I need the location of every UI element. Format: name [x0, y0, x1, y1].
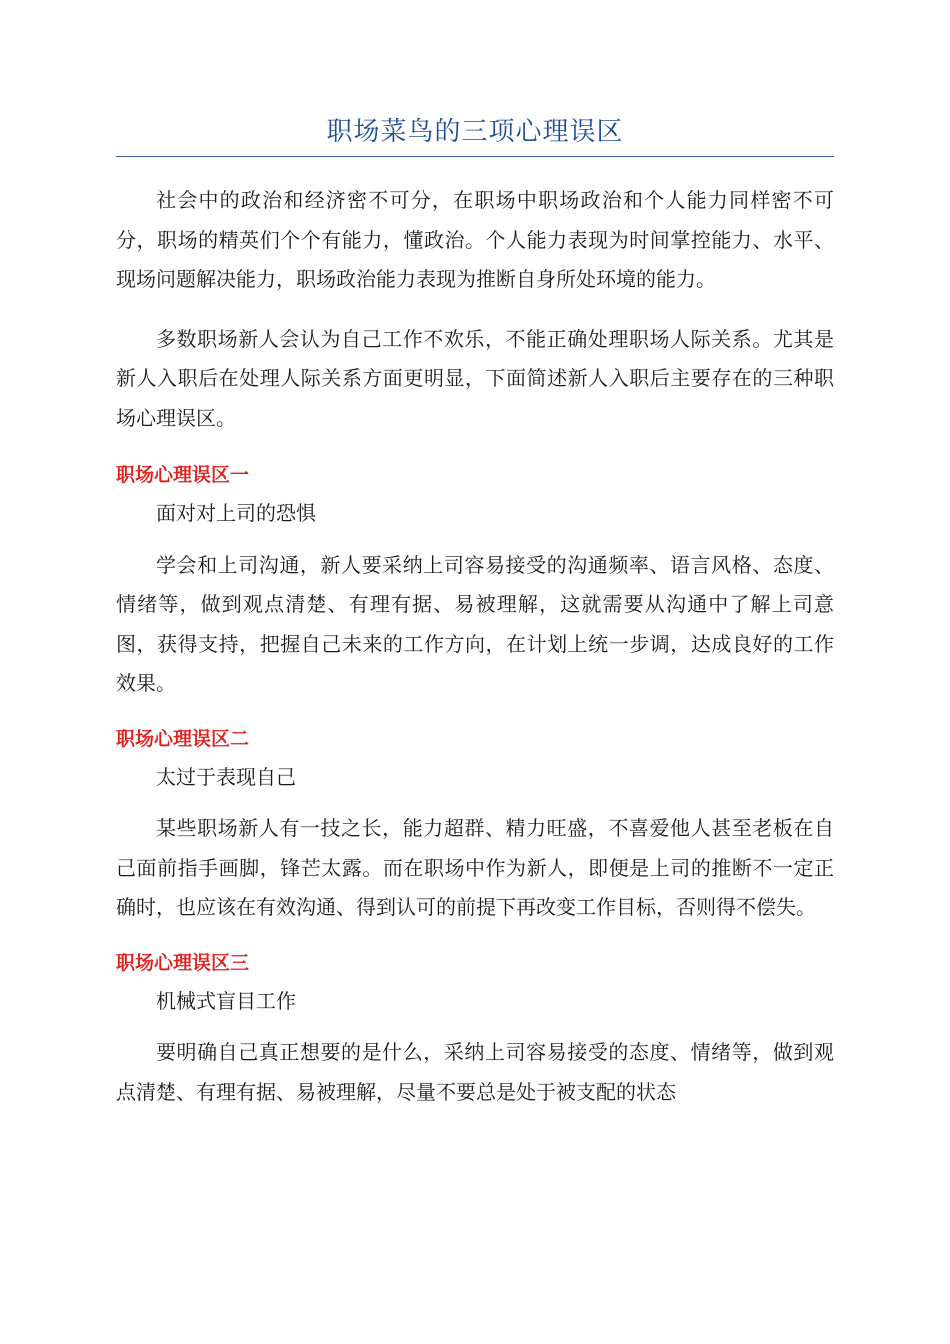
intro-paragraph-1: 社会中的政治和经济密不可分，在职场中职场政治和个人能力同样密不可分，职场的精英们个个有能力，懂政治。个人能力表现为时间掌控能力、水平、现场问题解决能力，职场政治能力表现为推断自身所处环境的能力。 — [116, 188, 834, 291]
section-body-1: 学会和上司沟通，新人要采纳上司容易接受的沟通频率、语言风格、态度、情绪等，做到观点清楚、有理有据、易被理解，这就需要从沟通中了解上司意图，获得支持，把握自己未来的工作方向，在计划上统一步调，达成良好的工作效果。 — [116, 552, 834, 695]
document-page — [116, 112, 834, 1112]
section-subtitle-2: 太过于表现自己 — [156, 764, 296, 789]
intro-paragraph-2: 多数职场新人会认为自己工作不欢乐，不能正确处理职场人际关系。尤其是新人入职后在处理人际关系方面更明显，下面简述新人入职后主要存在的三种职场心理误区。 — [116, 326, 834, 430]
document-title: 职场菜鸟的三项心理误区 — [116, 112, 834, 157]
section-heading-3: 职场心理误区三 — [116, 951, 250, 974]
section-heading-1: 职场心理误区一 — [116, 464, 250, 486]
section-subtitle-3: 机械式盲目工作 — [156, 988, 296, 1013]
section-body-2: 某些职场新人有一技之长，能力超群、精力旺盛，不喜爱他人甚至老板在自己面前指手画脚，锋芒太露。而在职场中作为新人，即便是上司的推断不一定正确时，也应该在有效沟通、得到认可的前提下再改变工作目标，否则得不偿失。 — [116, 816, 834, 919]
section-body-3: 要明确自己真正想要的是什么，采纳上司容易接受的态度、情绪等，做到观点清楚、有理有据、易被理解，尽量不要总是处于被支配的状态 — [116, 1040, 834, 1104]
section-heading-2: 职场心理误区二 — [116, 727, 250, 750]
section-subtitle-1: 面对对上司的恐惧 — [156, 501, 316, 525]
